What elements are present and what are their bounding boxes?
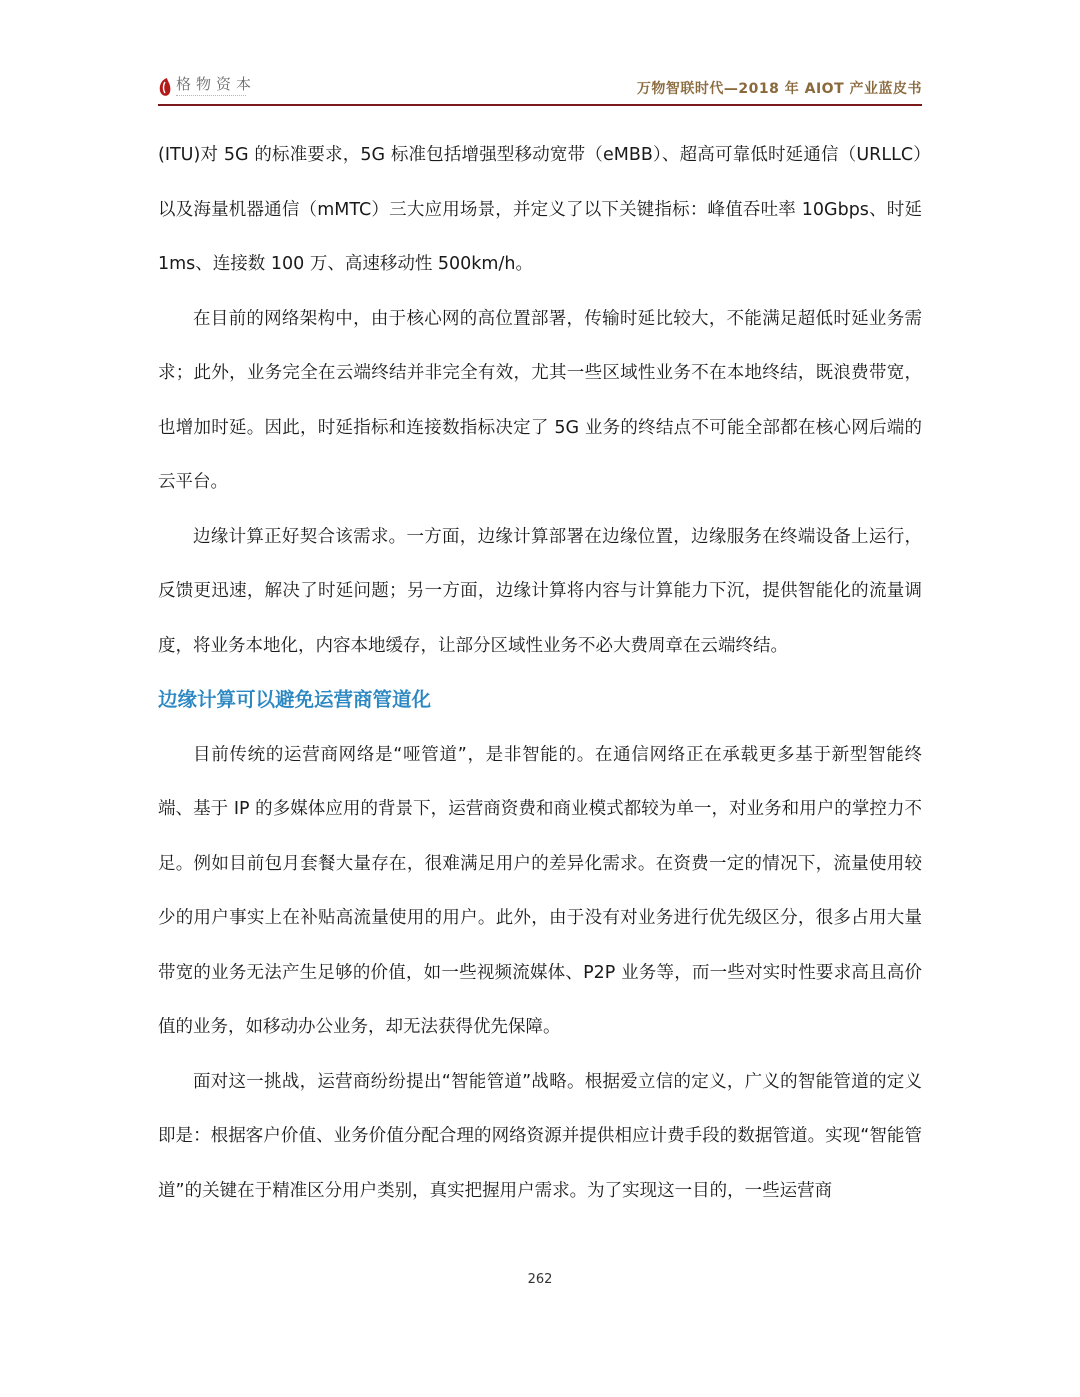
paragraph-1: (ITU)对 5G 的标准要求，5G 标准包括增强型移动宽带（eMBB）、超高可靠低时延通信（URLLC）以及海量机器通信（mMTC）三大应用场景，并定义了以下关键指标：峰值吞吐率 10Gbps、时延 1ms、连接数 100 万、高速移动性 500km/h。 xyxy=(158,145,922,274)
page-header xyxy=(158,72,922,104)
header-title: 万物智联时代—2018 年 AIOT 产业蓝皮书 xyxy=(636,81,922,97)
section-heading: 边缘计算可以避免运营商管道化 xyxy=(158,688,432,711)
page-number: 262 xyxy=(527,1272,553,1287)
paragraph-4: 目前传统的运营商网络是“哑管道”，是非智能的。在通信网络正在承载更多基于新型智能终端、基于 IP 的多媒体应用的背景下，运营商资费和商业模式都较为单一，对业务和用户的掌控力不足。例如目前包月套餐大量存在，很难满足用户的差异化需求。在资费一定的情况下，流量使用较少的用户事实上在补贴高流量使用的用户。此外，由于没有对业务进行优先级区分，很多占用大量带宽的业务无法产生足够的价值，如一些视频流媒体、P2P 业务等，而一些对实时性要求高且高价值的业务，如移动办公业务，却无法获得优先保障。 xyxy=(158,744,922,1037)
logo-text: 格物资本 xyxy=(176,75,257,93)
logo-mark-icon xyxy=(158,77,172,97)
logo-underline xyxy=(176,95,246,98)
header-divider xyxy=(158,104,922,106)
page-body xyxy=(158,128,922,1218)
logo xyxy=(158,76,256,98)
paragraph-3: 边缘计算正好契合该需求。一方面，边缘计算部署在边缘位置，边缘服务在终端设备上运行，反馈更迅速，解决了时延问题；另一方面，边缘计算将内容与计算能力下沉，提供智能化的流量调度，将业务本地化，内容本地缓存，让部分区域性业务不必大费周章在云端终结。 xyxy=(158,526,922,656)
paragraph-5: 面对这一挑战，运营商纷纷提出“智能管道”战略。根据爱立信的定义，广义的智能管道的定义即是：根据客户价值、业务价值分配合理的网络资源并提供相应计费手段的数据管道。实现“智能管道”的关键在于精准区分用户类别，真实把握用户需求。为了实现这一目的，一些运营商 xyxy=(158,1071,922,1201)
paragraph-2: 在目前的网络架构中，由于核心网的高位置部署，传输时延比较大，不能满足超低时延业务需求；此外，业务完全在云端终结并非完全有效，尤其一些区域性业务不在本地终结，既浪费带宽，也增加时延。因此，时延指标和连接数指标决定了 5G 业务的终结点不可能全部都在核心网后端的云平台。 xyxy=(158,308,922,492)
